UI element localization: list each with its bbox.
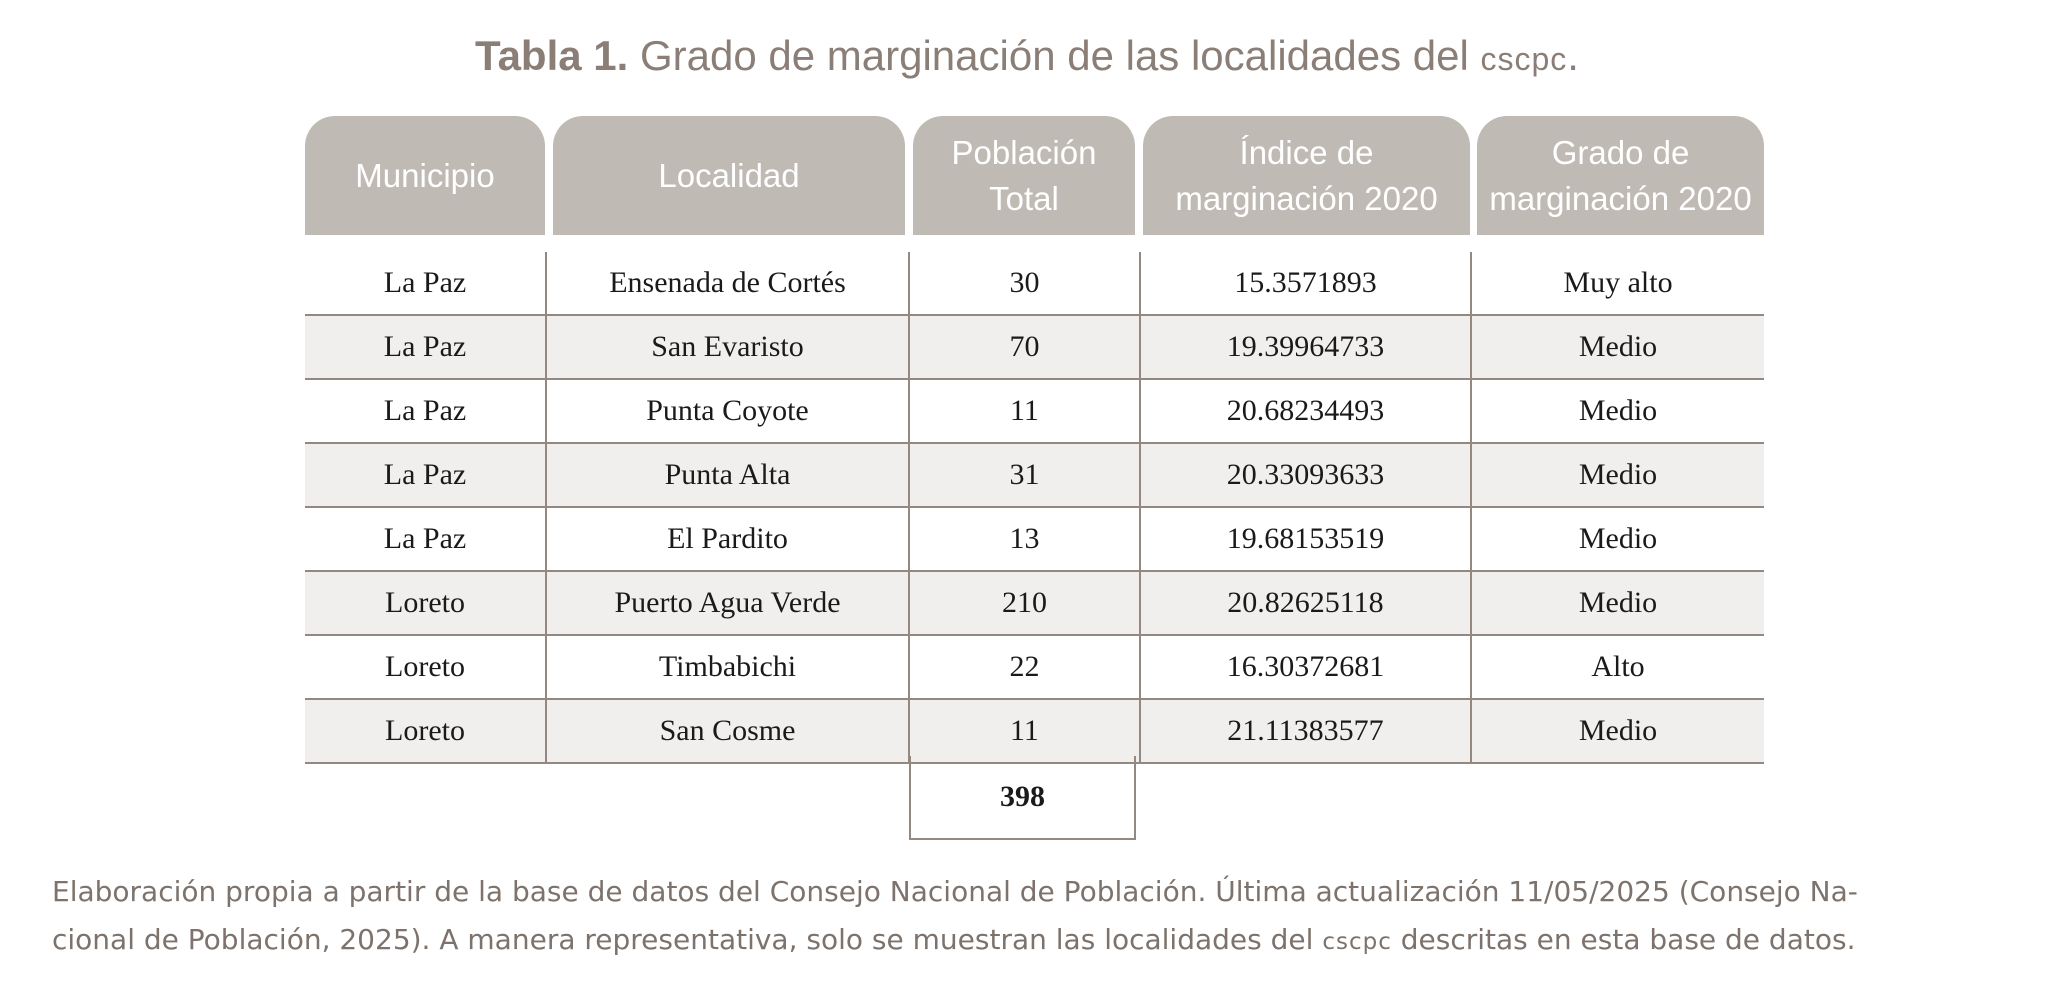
cell-grado: Medio	[1578, 522, 1658, 555]
cell-localidad: Puerto Agua Verde	[614, 586, 841, 619]
cell-poblacion: 13	[1009, 522, 1040, 555]
cell-poblacion: 30	[1009, 266, 1040, 299]
table-body	[305, 252, 1764, 764]
cell-indice: 20.68234493	[1226, 394, 1385, 427]
cell-municipio: La Paz	[383, 394, 467, 427]
cell-indice: 21.11383577	[1227, 714, 1384, 747]
table-header	[305, 116, 1764, 235]
cell-localidad: Punta Alta	[664, 458, 791, 491]
header-localidad: Localidad	[553, 116, 905, 235]
cell-indice: 15.3571893	[1234, 266, 1377, 299]
cell-indice: 20.33093633	[1226, 458, 1385, 491]
table-rows	[305, 252, 1764, 764]
cell-municipio: Loreto	[385, 714, 465, 747]
source-note-line-1: Elaboración propia a partir de la base de datos del Consejo Nacional de Población. Última actualización 11/05/2025 (Consejo Na-	[52, 875, 1858, 908]
cell-localidad: Timbabichi	[658, 650, 797, 683]
cell-localidad: San Evaristo	[651, 330, 804, 363]
header-poblacion: Población Total	[913, 116, 1135, 235]
table-title-text: Grado de marginación de las localidades del	[639, 32, 1469, 79]
table-title	[0, 28, 2054, 87]
column-divider	[1470, 252, 1472, 764]
table-row	[305, 380, 1764, 444]
cell-indice: 16.30372681	[1226, 650, 1385, 683]
cell-poblacion: 22	[1009, 650, 1040, 683]
table-row	[305, 316, 1764, 380]
column-divider	[908, 252, 910, 764]
cell-grado: Medio	[1578, 586, 1658, 619]
cell-grado: Medio	[1578, 458, 1658, 491]
data-table	[305, 116, 1764, 747]
cell-localidad: El Pardito	[667, 522, 788, 555]
title-period: .	[1567, 32, 1579, 79]
cell-municipio: La Paz	[383, 458, 467, 491]
column-divider	[545, 252, 547, 764]
header-grado: Grado de marginación 2020	[1477, 116, 1764, 235]
cell-grado: Medio	[1578, 394, 1658, 427]
table-row	[305, 572, 1764, 636]
cell-localidad: Ensenada de Cortés	[609, 266, 846, 299]
source-note-text-a: cional de Población, 2025). A manera representativa, solo se muestran las localidades del	[52, 923, 1314, 956]
source-note	[52, 868, 2012, 966]
cell-poblacion: 11	[1010, 394, 1039, 427]
table-row	[305, 508, 1764, 572]
header-indice: Índice de marginación 2020	[1143, 116, 1470, 235]
cell-poblacion: 11	[1010, 714, 1039, 747]
cell-municipio: Loreto	[385, 650, 465, 683]
cell-grado: Alto	[1591, 650, 1645, 683]
table-row	[305, 444, 1764, 508]
table-row	[305, 700, 1764, 764]
cell-municipio: La Paz	[383, 522, 467, 555]
source-note-acronym: cscpc	[1322, 929, 1392, 955]
table-row	[305, 252, 1764, 316]
cell-poblacion: 31	[1009, 458, 1040, 491]
table-row	[305, 636, 1764, 700]
cell-municipio: Loreto	[385, 586, 465, 619]
cell-municipio: La Paz	[383, 330, 467, 363]
cell-localidad: San Cosme	[659, 714, 796, 747]
source-note-text-b: descritas en esta base de datos.	[1400, 923, 1856, 956]
cell-grado: Medio	[1578, 714, 1658, 747]
source-note-line-2	[52, 916, 2012, 966]
cell-poblacion: 70	[1009, 330, 1040, 363]
cell-indice: 19.39964733	[1226, 330, 1385, 363]
cell-grado: Medio	[1578, 330, 1658, 363]
cell-indice: 20.82625118	[1227, 586, 1384, 619]
column-divider	[1139, 252, 1141, 764]
cell-grado: Muy alto	[1563, 266, 1673, 299]
cell-poblacion: 210	[1002, 586, 1047, 619]
cell-localidad: Punta Coyote	[646, 394, 809, 427]
cell-municipio: La Paz	[383, 266, 467, 299]
title-acronym: cscpc	[1480, 41, 1568, 77]
total-population: 398	[909, 756, 1136, 840]
cell-indice: 19.68153519	[1226, 522, 1385, 555]
table-number: Tabla 1.	[475, 32, 629, 79]
header-municipio: Municipio	[305, 116, 545, 235]
